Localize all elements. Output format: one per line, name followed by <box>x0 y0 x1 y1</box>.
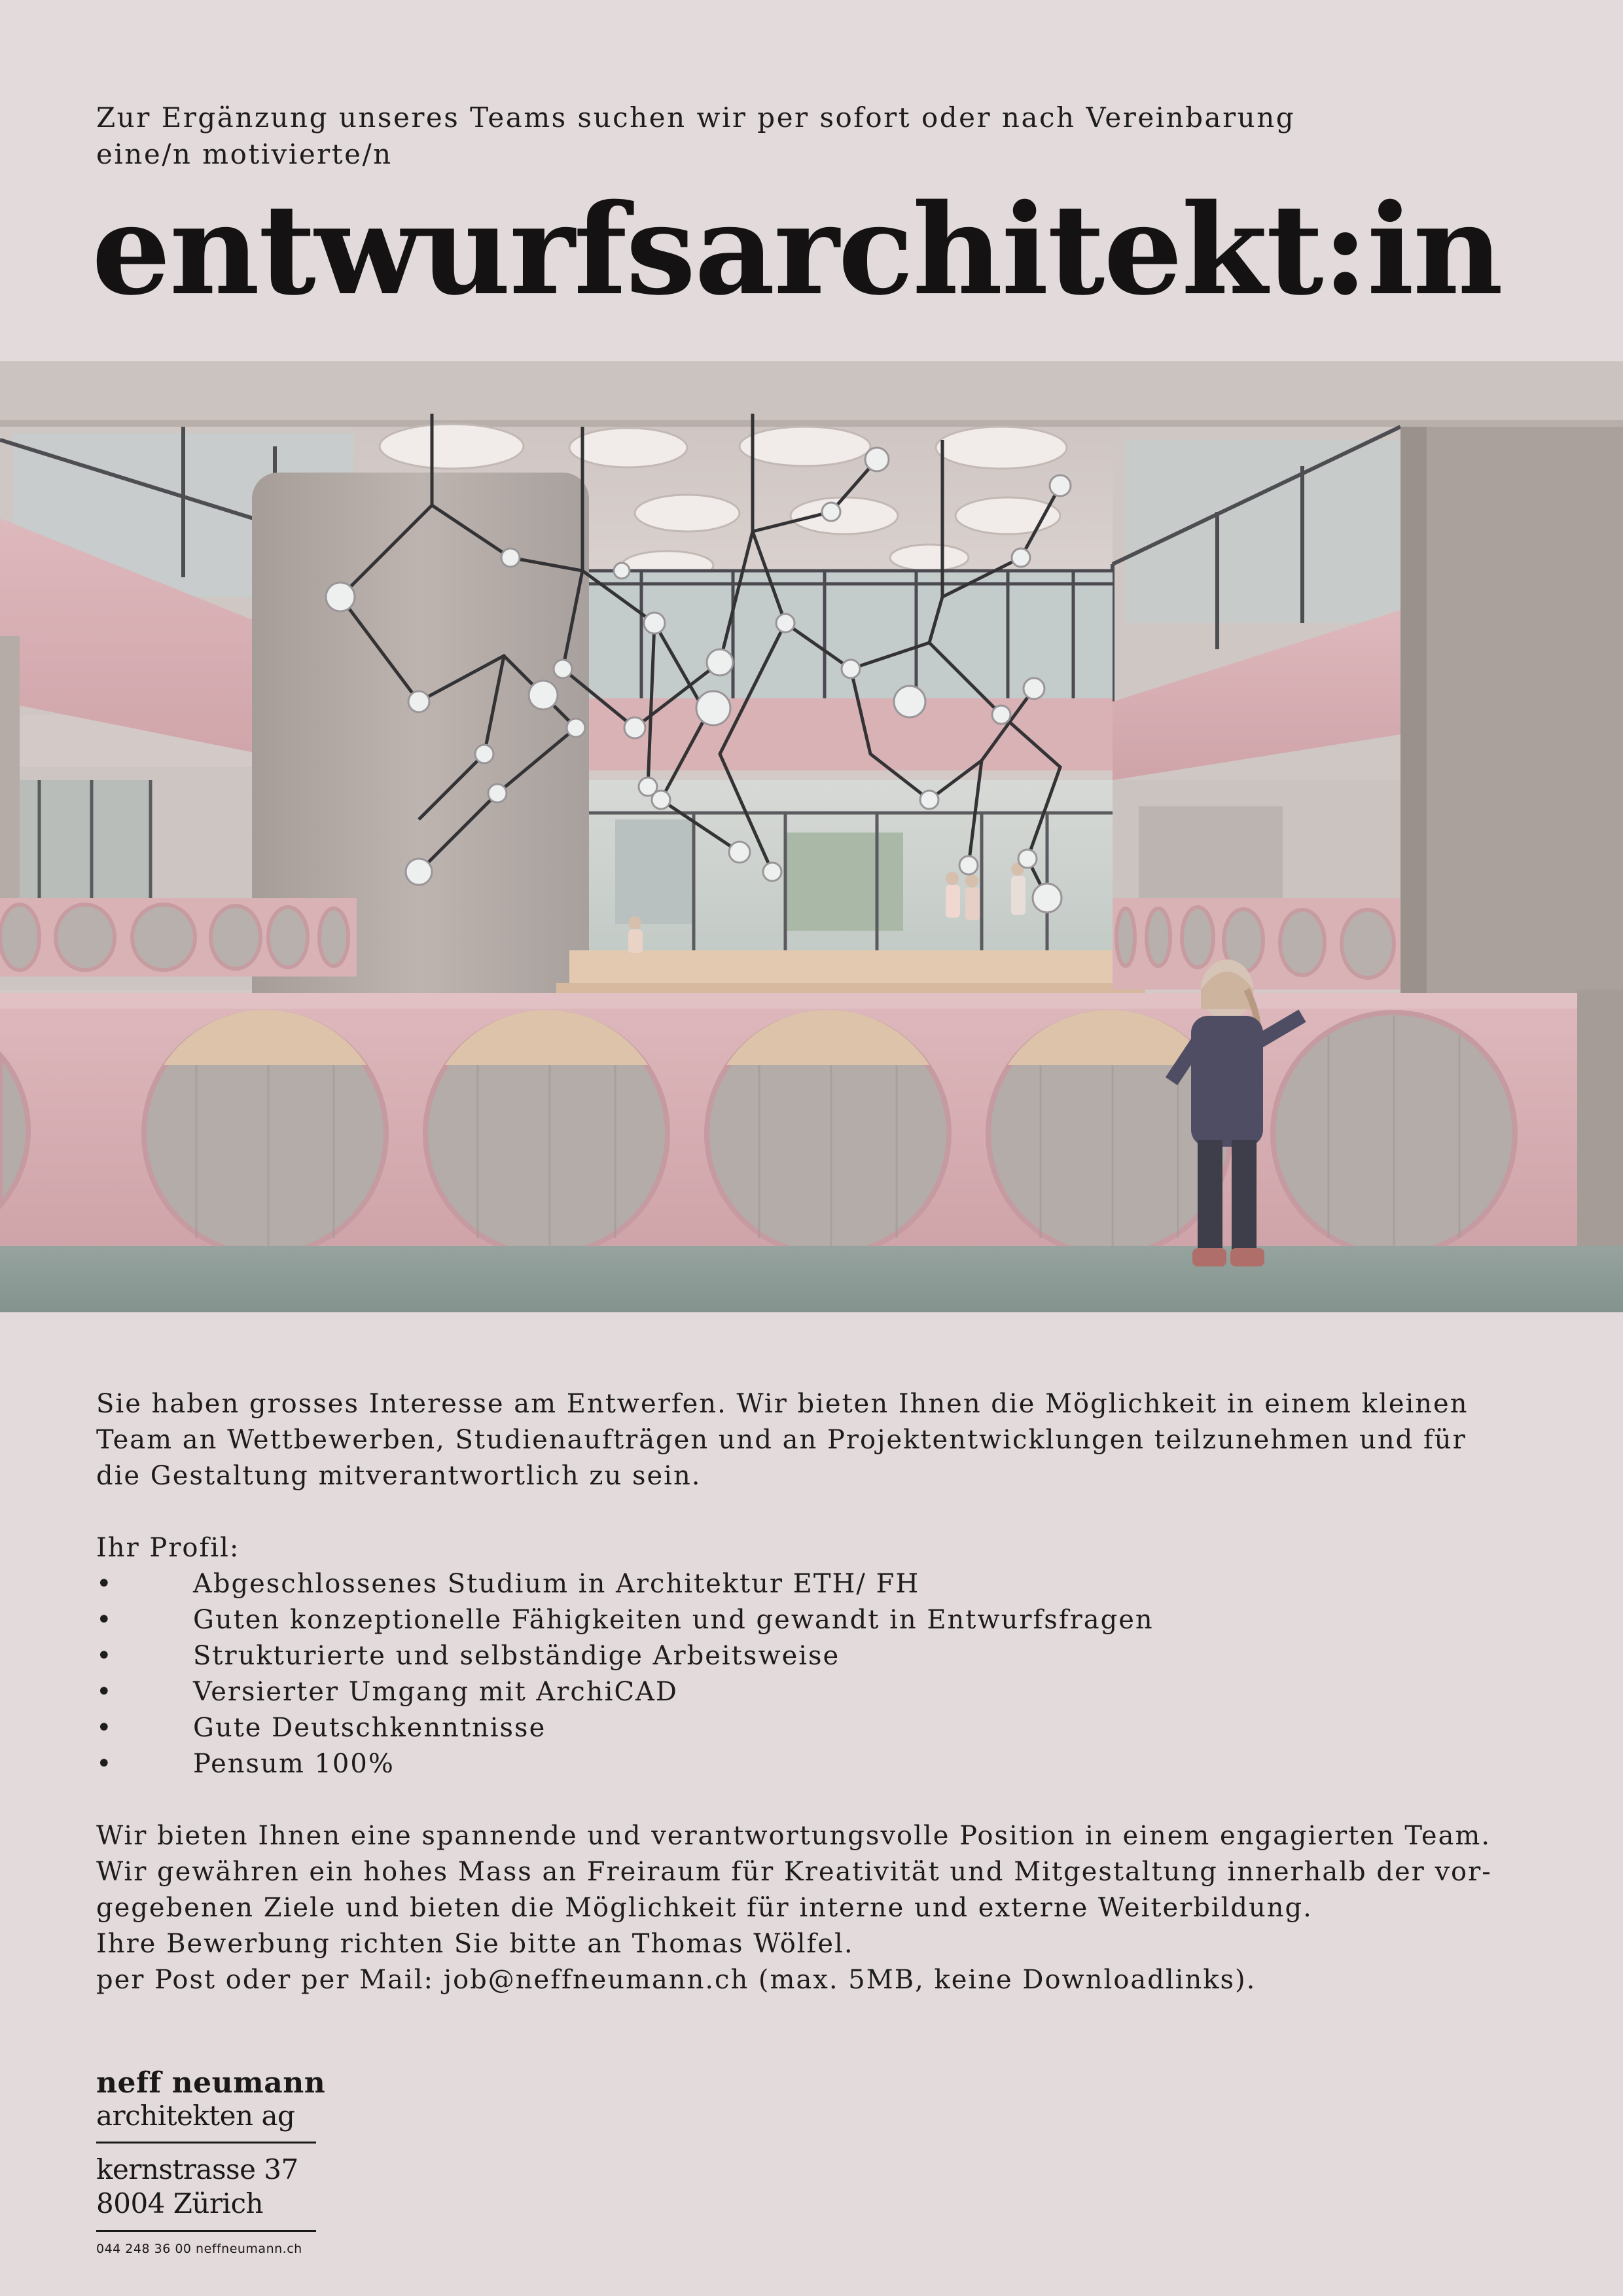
intro-line-1: Zur Ergänzung unseres Teams suchen wir per sofort oder nach Vereinbarung <box>96 101 1296 134</box>
profile-item <box>96 1638 1549 1674</box>
profile-item <box>96 1746 1549 1782</box>
profile-item-text: Versierter Umgang mit ArchiCAD <box>193 1677 678 1707</box>
paragraph2-line-4: Ihre Bewerbung richten Sie bitte an Thomas Wölfel. <box>96 1929 854 1959</box>
bullet-icon: • <box>96 1641 113 1671</box>
address-street: kernstrasse 37 <box>96 2153 298 2185</box>
paragraph1-line-2: Team an Wettbewerben, Studienaufträgen und an Projektentwicklungen teilzunehmen und für <box>96 1425 1467 1455</box>
bullet-icon: • <box>96 1713 113 1743</box>
profile-heading: Ihr Profil: <box>96 1533 240 1563</box>
profile-item-text: Abgeschlossenes Studium in Architektur ETH/ FH <box>193 1569 920 1599</box>
bullet-icon: • <box>96 1749 113 1779</box>
profile-item-text: Gute Deutschkenntnisse <box>193 1713 546 1743</box>
profile-item-text: Pensum 100% <box>193 1749 395 1779</box>
bullet-icon: • <box>96 1677 113 1707</box>
profile-item-text: Strukturierte und selbständige Arbeitsweise <box>193 1641 840 1671</box>
footer-divider <box>96 2142 316 2144</box>
company-footer <box>96 2066 326 2257</box>
bullet-icon: • <box>96 1569 113 1599</box>
address-city: 8004 Zürich <box>96 2187 264 2219</box>
profile-item <box>96 1566 1549 1602</box>
job-title-headline: entwurfsarchitekt:in <box>92 177 1503 323</box>
company-name: neff neumann <box>96 2066 326 2100</box>
intro-text <box>96 99 1536 173</box>
paragraph2-line-5: per Post oder per Mail: job@neffneumann.ch (max. 5MB, keine Downloadlinks). <box>96 1965 1257 1995</box>
paragraph2-line-1: Wir bieten Ihnen eine spannende und verantwortungsvolle Position in einem engagierten Team. <box>96 1821 1491 1851</box>
profile-item <box>96 1602 1549 1638</box>
intro-line-2: eine/n motivierte/n <box>96 138 393 170</box>
company-subtitle: architekten ag <box>96 2100 295 2132</box>
paragraph1-line-1: Sie haben grosses Interesse am Entwerfen. Wir bieten Ihnen die Möglichkeit in einem kleinen <box>96 1389 1469 1419</box>
bullet-icon: • <box>96 1605 113 1635</box>
paragraph2-line-3: gegebenen Ziele und bieten die Möglichkeit für interne und externe Weiterbildung. <box>96 1893 1313 1923</box>
profile-item-text: Guten konzeptionelle Fähigkeiten und gewandt in Entwurfsfragen <box>193 1605 1154 1635</box>
contact-line: 044 248 36 00 neffneumann.ch <box>96 2242 302 2256</box>
profile-item <box>96 1674 1549 1710</box>
hero-rendering-image <box>0 361 1623 1312</box>
paragraph2-line-2: Wir gewähren ein hohes Mass an Freiraum für Kreativität und Mitgestaltung innerhalb der vor- <box>96 1857 1492 1887</box>
job-description <box>96 1386 1549 1998</box>
footer-divider <box>96 2230 316 2232</box>
paragraph1-line-3: die Gestaltung mitverantwortlich zu sein. <box>96 1461 702 1491</box>
profile-item <box>96 1710 1549 1746</box>
